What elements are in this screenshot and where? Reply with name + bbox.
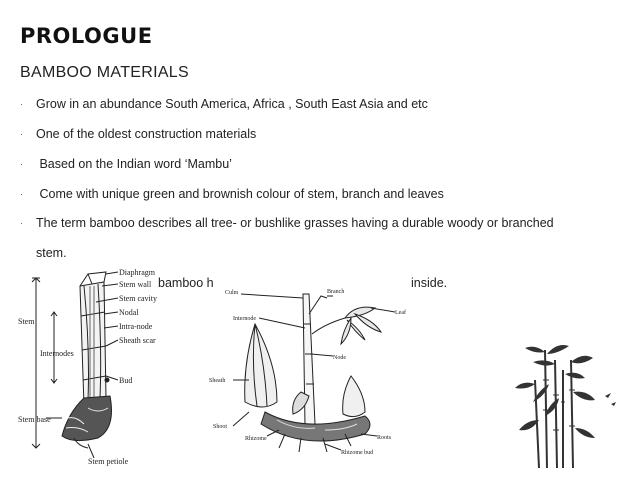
- bullet-dot-icon: ·: [20, 218, 23, 228]
- label-rhizome-bud: Rhizome bud: [341, 450, 374, 456]
- bullet-text: Based on the Indian word ‘Mambu’: [36, 157, 232, 171]
- label-shoot: Shoot: [213, 424, 228, 430]
- bamboo-silhouette-illustration: [505, 340, 625, 470]
- label-internode: Internode: [233, 316, 256, 322]
- label-branch: Branch: [327, 289, 345, 295]
- label-internodes: Internodes: [40, 349, 74, 358]
- label-sheath-scar: Sheath scar: [119, 336, 156, 345]
- bullet-continuation: stem.: [36, 246, 67, 260]
- label-stem-wall: Stem wall: [119, 280, 152, 289]
- label-intra-node: Intra-node: [119, 322, 153, 331]
- label-bud: Bud: [119, 376, 133, 385]
- bullet-dot-icon: ·: [20, 99, 23, 109]
- label-roots: Roots: [377, 435, 392, 441]
- slide-title: PROLOGUE: [20, 24, 153, 48]
- label-stem-base: Stem base: [18, 415, 51, 424]
- bullet-dot-icon: ·: [20, 129, 23, 139]
- label-stem: Stem: [18, 317, 35, 326]
- bullet-dot-icon: ·: [20, 189, 23, 199]
- label-leaf: Leaf: [395, 310, 406, 316]
- slide-subtitle: BAMBOO MATERIALS: [20, 64, 189, 81]
- label-node: Node: [333, 355, 346, 361]
- label-stem-petiole: Stem petiole: [88, 457, 129, 466]
- bamboo-stem-diagram: [18, 268, 180, 468]
- label-nodal: Nodal: [119, 308, 139, 317]
- bullet-dot-icon: ·: [20, 159, 23, 169]
- label-rhizome: Rhizome: [245, 436, 267, 442]
- label-diaphragm: Diaphragm: [119, 268, 155, 277]
- partial-text-right: inside.: [411, 276, 448, 290]
- bullet-text: The term bamboo describes all tree- or bushlike grasses having a durable woody or branched: [36, 216, 554, 230]
- partial-text-left: bamboo h: [158, 276, 214, 290]
- label-culm: Culm: [225, 290, 239, 296]
- bullet-text: Come with unique green and brownish colour of stem, branch and leaves: [36, 187, 444, 201]
- bullet-text: One of the oldest construction materials: [36, 127, 257, 141]
- label-stem-cavity: Stem cavity: [119, 294, 157, 303]
- bamboo-plant-diagram: [205, 284, 420, 459]
- label-sheath: Sheath: [209, 378, 226, 384]
- bullet-text: Grow in an abundance South America, Africa , South East Asia and etc: [36, 97, 428, 111]
